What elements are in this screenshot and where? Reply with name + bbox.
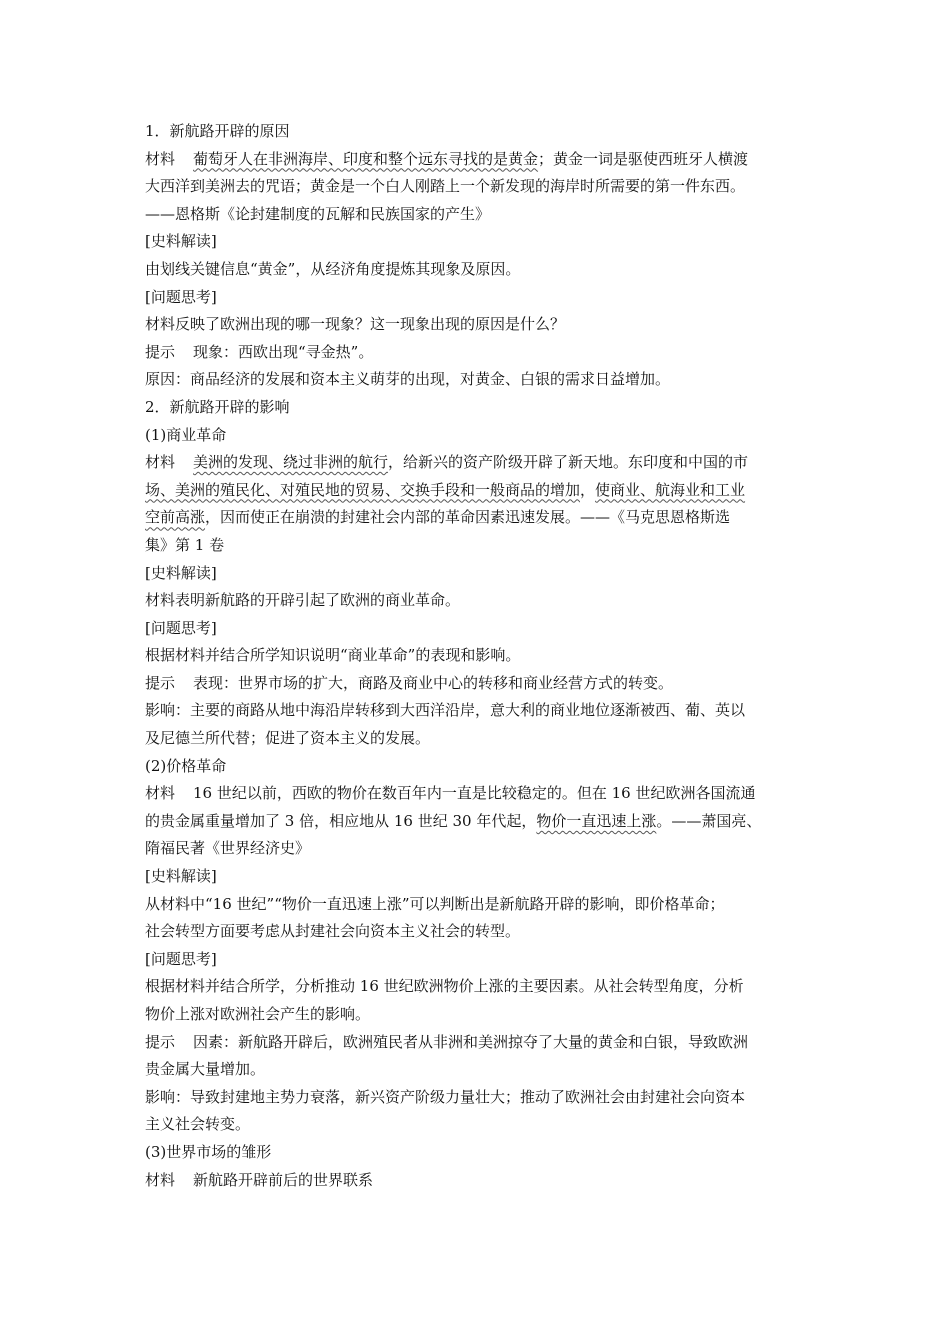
- s1-hint-text: 现象：西欧出现“寻金热”。: [193, 342, 374, 361]
- material-label: 材料: [145, 149, 176, 168]
- s1-material-underlined-gold: 黄金: [508, 149, 539, 168]
- s2-2-material-text-b-end: 。——萧国亮、: [656, 811, 762, 830]
- section-2-title: 2．新航路开辟的影响: [145, 397, 290, 416]
- s2-1-material-line-1: [145, 449, 820, 477]
- s1-material-text: ；黄金一词是驱使西班牙人横渡: [538, 149, 749, 168]
- s2-1-material-line-3: [145, 504, 820, 532]
- s1-hint: [145, 339, 820, 367]
- s2-1-hint: [145, 670, 820, 698]
- s2-1-underlined-b2: 使商业、航海业和工业: [595, 480, 746, 499]
- s2-1-effect-line-2: 及尼德兰所代替；促进了资本主义的发展。: [145, 729, 431, 748]
- s2-2-effect-line-1: 影响：导致封建地主势力衰落，新兴资产阶级力量壮大；推动了欧洲社会由封建社会向资本: [145, 1087, 746, 1106]
- s1-interpretation-text: 由划线关键信息“黄金”，从经济角度提炼其现象及原因。: [145, 259, 521, 278]
- s2-1-title: (1)商业革命: [145, 425, 227, 444]
- hint-label: 提示: [145, 1032, 176, 1051]
- s1-interpretation-label: [史料解读]: [145, 232, 217, 251]
- s2-2-question-label: [问题思考]: [145, 949, 217, 968]
- hint-label: 提示: [145, 673, 176, 692]
- s2-2-hint-text: 因素：新航路开辟后，欧洲殖民者从非洲和美洲掠夺了大量的黄金和白银，导致欧洲: [193, 1032, 749, 1051]
- section-1-title: 1．新航路开辟的原因: [145, 122, 290, 140]
- s2-2-material-source: 隋福民著《世界经济史》: [145, 839, 311, 858]
- s2-3-material-text: 新航路开辟前后的世界联系: [193, 1170, 374, 1189]
- s2-1-material-line-2: [145, 477, 820, 505]
- s2-1-comma: ，: [580, 480, 596, 499]
- material-label: 材料: [145, 453, 176, 472]
- s2-1-material-text: ，给新兴的资产阶级开辟了新天地。东印度和中国的市: [388, 453, 749, 472]
- s2-2-question-line-2: 物价上涨对欧洲社会产生的影响。: [145, 1005, 371, 1023]
- s1-material-line-1: [145, 146, 820, 174]
- s2-1-interpretation-text: 材料表明新航路的开辟引起了欧洲的商业革命。: [145, 591, 461, 610]
- s2-1-underlined-c: 空前高涨: [145, 508, 206, 527]
- s2-3-material: [145, 1167, 820, 1195]
- material-label: 材料: [145, 784, 176, 803]
- s1-reason: 原因：商品经济的发展和资本主义萌芽的出现，对黄金、白银的需求日益增加。: [145, 370, 671, 389]
- s2-1-interpretation-label: [史料解读]: [145, 563, 217, 582]
- s2-1-question-text: 根据材料并结合所学知识说明“商业革命”的表现和影响。: [145, 646, 521, 665]
- s1-question-label: [问题思考]: [145, 287, 217, 306]
- s2-2-interpretation-label: [史料解读]: [145, 867, 217, 886]
- s1-material-source: ——恩格斯《论封建制度的瓦解和民族国家的产生》: [145, 204, 491, 223]
- s1-material-underlined-a: 葡萄牙人在非洲海岸、印度和整个远东寻找的是: [193, 149, 509, 168]
- s2-2-effect-line-2: 主义社会转变。: [145, 1115, 251, 1134]
- s2-2-hint-line-2: 贵金属大量增加。: [145, 1060, 266, 1079]
- s2-2-material-text-a: 16 世纪以前，西欧的物价在数百年内一直是比较稳定的。但在 16 世纪欧洲各国流通: [193, 784, 756, 803]
- s1-question-text: 材料反映了欧洲出现的哪一现象？这一现象出现的原因是什么？: [145, 315, 566, 334]
- s2-3-title: (3)世界市场的雏形: [145, 1142, 272, 1161]
- s1-material-line-2: 大西洋到美洲去的咒语；黄金是一个白人刚踏上一个新发现的海岸时所需要的第一件东西。: [145, 177, 746, 196]
- s2-2-title: (2)价格革命: [145, 756, 227, 775]
- hint-label: 提示: [145, 342, 176, 361]
- s2-1-underlined-b1: 场、美洲的殖民化、对殖民地的贸易、交换手段和一般商品的增加: [145, 480, 581, 499]
- s2-1-material-text-c: ，因而使正在崩溃的封建社会内部的革命因素迅速发展。——《马克思恩格斯选: [205, 508, 731, 527]
- s2-1-underlined-a: 美洲的发现、绕过非洲的航行: [193, 453, 389, 472]
- s2-2-material-line-2: [145, 808, 820, 836]
- s2-2-material-line-1: [145, 780, 820, 808]
- s2-2-interpretation-line-1: 从材料中“16 世纪”“物价一直迅速上涨”可以判断出是新航路开辟的影响，即价格革命；: [145, 894, 725, 913]
- s2-2-material-text-b: 的贵金属重量增加了 3 倍，相应地从 16 世纪 30 年代起，: [145, 811, 537, 830]
- s2-1-material-line-4: 集》第 1 卷: [145, 535, 225, 554]
- s2-2-interpretation-line-2: 社会转型方面要考虑从封建社会向资本主义社会的转型。: [145, 922, 521, 941]
- s2-2-question-line-1: 根据材料并结合所学，分析推动 16 世纪欧洲物价上涨的主要因素。从社会转型角度，分析: [145, 977, 744, 996]
- s2-2-underlined-price: 物价一直迅速上涨: [536, 811, 657, 830]
- s2-1-hint-text: 表现：世界市场的扩大，商路及商业中心的转移和商业经营方式的转变。: [193, 673, 674, 692]
- s2-2-hint-line-1: [145, 1029, 820, 1057]
- material-label: 材料: [145, 1170, 176, 1189]
- s2-1-question-label: [问题思考]: [145, 618, 217, 637]
- s2-1-effect-line-1: 影响：主要的商路从地中海沿岸转移到大西洋沿岸，意大利的商业地位逐渐被西、葡、英以: [145, 701, 746, 720]
